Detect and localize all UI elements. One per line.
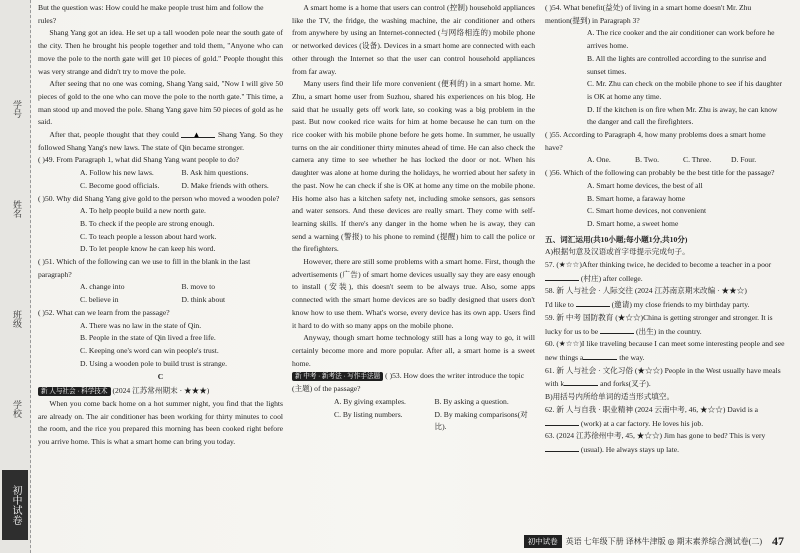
- footer-text: 英语 七年级下册 译林牛津版 ◎ 期末素养综合测试卷(二): [565, 537, 762, 546]
- options: [587, 154, 785, 167]
- section-c-heading: C: [157, 372, 164, 382]
- column-right: [545, 2, 785, 457]
- question-54: ( )54. What benefit(益处) of living in a smart home doesn't Mr. Zhu mention(提到) in Paragraph 3?: [545, 3, 752, 25]
- section-a-instruction: A)根据句意及汉语或首字母提示完成句子。: [545, 247, 690, 257]
- question-text: 57. (★☆☆)After thinking twice, he decided to become a teacher in a poor: [545, 260, 772, 270]
- question-text: 60. (★☆☆)I like traveling because I can meet some interesting people and see new things a: [545, 339, 785, 362]
- question-text: 59. 新 中考 国防教育 (★☆☆)China is getting stronger and stronger.: [545, 312, 760, 322]
- option[interactable]: D. Smart home, a sweet home: [587, 218, 679, 228]
- question-tag: 新 中考 · 新考法 · 写作手法题: [292, 372, 383, 381]
- question-52: ( )52. What can we learn from the passage?: [38, 307, 170, 317]
- paragraph: However, there are still some problems with a smart home. First, though the advertisements (广告) of smart home devices usually say they are easy enough to install (安装), this doesn't seem to be always true. Also, some apps connected with the smart home devices are so badly designed that users don't know how to use them. What's worse, every device has its own app. Users find it hard to do with so many apps on the mobile phone.: [292, 257, 535, 330]
- option[interactable]: B. People in the state of Qin lived a free life.: [80, 333, 216, 343]
- option[interactable]: D. think about: [181, 295, 226, 305]
- paragraph: Many users find their life more convenient (便利的) in a smart home. Mr. Zhu, a smart home user from Suzhou, shared his experiences on his blog. He said that he usually gets off work late, so cooking was a big problem in the past. But now cooked rice waits for him at home because he can turn on the rice cooker with his mobile phone before he gets home. In summer, he usually turns on the air conditioner thirty minutes ahead of time. He can also check the camera any time to see whether he has locked the door or not. When his daughter was alone at home during the holidays, he worried about her safety in the past. Now he can check if she is OK at home any time on the mobile phone. His home also has a kitchen safety net, including smoke sensors, gas sensors and water sensors. And these devices are really smart. They come with self-learning skills. If there's any danger in the home when he is away, they can send a warning (警报) to his phone to remind (提醒) him to call the police or the firefighters.: [292, 79, 535, 254]
- school-label: 学校: [12, 400, 22, 418]
- option[interactable]: B. By asking a question.: [434, 396, 509, 406]
- section-five-heading: 五、词汇运用(共10小题;每小题1分,共10分): [545, 234, 688, 244]
- option[interactable]: A. To help people build a new north gate.: [80, 206, 206, 216]
- options: [334, 409, 535, 434]
- question-text: and forks(叉子).: [600, 379, 651, 389]
- question-53-line: [292, 370, 535, 395]
- question-61: [545, 365, 785, 391]
- column-middle: [292, 2, 535, 434]
- paragraph: Shang Yang got an idea. He set up a tall wooden pole near the south gate of the city. Then he brought his people together and told them, "Anyone who can move the pole to the north gate will get 10 pieces of gold." People thought this was very strange and didn't try to move the pole.: [38, 28, 283, 76]
- option[interactable]: A. Smart home devices, the best of all: [587, 180, 703, 190]
- option[interactable]: C. Smart home devices, not convenient: [587, 206, 707, 216]
- option[interactable]: C. Three.: [683, 155, 712, 165]
- question-text: I'd like to: [545, 300, 574, 310]
- option[interactable]: D. If the kitchen is on fire when Mr. Zhu is away, he can know the danger and call the firefighters.: [587, 104, 778, 127]
- option[interactable]: C. believe in: [80, 295, 119, 305]
- column-left: [38, 2, 283, 449]
- question-text: (邀请) my close friends to my birthday party.: [611, 300, 750, 310]
- option[interactable]: B. move to: [181, 282, 216, 292]
- question-text: 63. (2024 江苏徐州中考, 45, ★☆☆) Jim has gone to bed? This is very: [545, 431, 766, 441]
- option[interactable]: C. Mr. Zhu can check on the mobile phone to see if his daughter is OK at home any time.: [587, 79, 783, 101]
- option[interactable]: D. By making comparisons(对比).: [434, 409, 528, 432]
- student-id-label: 学号: [12, 100, 22, 118]
- question-49: ( )49. From Paragraph 1, what did Shang Yang want people to do?: [38, 155, 239, 165]
- options: [80, 180, 283, 193]
- question-63: [545, 430, 785, 456]
- paragraph-text: Shang Yang. So they followed Shang Yang's new laws. The state of Qin became stronger.: [38, 130, 283, 152]
- option[interactable]: A. One.: [587, 155, 611, 165]
- question-57: [545, 259, 785, 285]
- question-text: (work) at a car factory. He loves his job.: [580, 418, 704, 428]
- answer-blank[interactable]: [600, 325, 634, 334]
- footer-brand: 初中试卷: [524, 535, 562, 548]
- paragraph: A smart home is a home that users can control (控制) household appliances like the TV, the fridge, the washing machine, the air conditioner and others from anywhere by using an Internet-connected (与网络相连的) mobile phone or networked devices (设备). Devices in a smart home are connected with each other through the Internet so that the user can control household appliances from far away.: [292, 3, 535, 76]
- option[interactable]: A. change into: [80, 282, 125, 292]
- question-58: [545, 285, 785, 311]
- answer-blank[interactable]: [545, 443, 579, 452]
- paragraph-with-blank: [38, 129, 283, 154]
- paragraph: When you come back home on a hot summer night, you find that the lights are already on. The air conditioner has been working for thirty minutes to cool the room, and the rice you prepared this morning has been cooked right before you arrive home. This is what a smart home can bring you today.: [38, 398, 283, 446]
- answer-blank[interactable]: ▲: [181, 129, 215, 138]
- option[interactable]: D. Using a wooden pole to build trust is strange.: [80, 358, 228, 368]
- options: [80, 167, 283, 180]
- options: [334, 396, 535, 409]
- section-b-instruction: B)用括号内所给单词的适当形式填空。: [545, 392, 675, 402]
- paragraph: After seeing that no one was coming, Shang Yang said, "Now I will give 50 pieces of gold to the one who can move the pole to the north gate." This time, a man stood up and moved the pole. Shang Yang gave him 50 pieces of gold as he said.: [38, 79, 283, 127]
- option[interactable]: B. Smart home, a faraway home: [587, 193, 686, 203]
- paragraph: Anyway, though smart home technology still has a long way to go, it will certainly become more and more popular. After all, a smart home is a sweet home.: [292, 333, 535, 368]
- option[interactable]: C. By listing numbers.: [334, 409, 403, 419]
- question-text: 62. 新 人与自我 · 职业精神 (2024 云南中考, 46, ★☆☆) David is a: [545, 404, 759, 414]
- options: [80, 294, 283, 307]
- question-text: It is lucky for us to be: [545, 312, 773, 336]
- option[interactable]: A. Follow his new laws.: [80, 168, 154, 178]
- options: [80, 281, 283, 294]
- question-53: ( )53. How does the writer introduce the topic (主题) of the passage?: [292, 371, 525, 394]
- option[interactable]: B. Two.: [635, 155, 660, 165]
- source-note: (2024 江苏常州期末 · ★★★): [112, 386, 210, 396]
- question-text: the way.: [619, 352, 645, 362]
- question-60: [545, 338, 785, 364]
- question-text: (出生) in the country.: [635, 326, 702, 336]
- option[interactable]: B. To check if the people are strong enough.: [80, 218, 215, 228]
- option[interactable]: C. Keeping one's word can win people's trust.: [80, 345, 219, 355]
- question-62: [545, 404, 785, 430]
- question-text: (usual). He always stays up late.: [580, 444, 679, 454]
- paragraph-text: After that, people thought that they could: [49, 130, 179, 140]
- option[interactable]: A. The rice cooker and the air conditioner can work before he arrives home.: [587, 28, 775, 51]
- page-footer: [524, 534, 784, 549]
- option[interactable]: D. To let people know he can keep his word.: [80, 244, 216, 254]
- question-56: ( )56. Which of the following can probably be the best title for the passage?: [545, 168, 775, 178]
- exam-logo: 初中试卷: [2, 470, 28, 540]
- question-55: ( )55. According to Paragraph 4, how many problems does a smart home have?: [545, 130, 766, 152]
- option[interactable]: D. Four.: [731, 155, 757, 165]
- page-number: 47: [772, 534, 784, 548]
- option[interactable]: B. Ask him questions.: [181, 168, 249, 178]
- option[interactable]: C. To teach people a lesson about hard work.: [80, 231, 217, 241]
- binding-margin: [0, 0, 31, 553]
- question-text: 58. 新 人与社会 · 人际交往 (2024 江苏南京期末改编 · ★★☆): [545, 286, 747, 296]
- answer-blank[interactable]: [545, 272, 579, 281]
- option[interactable]: A. By giving examples.: [334, 396, 406, 406]
- passage-tag-line: [38, 385, 283, 398]
- question-50: ( )50. Why did Shang Yang give gold to the person who moved a wooden pole?: [38, 193, 280, 203]
- option[interactable]: D. Make friends with others.: [181, 180, 269, 190]
- question-51: ( )51. Which of the following can we use to fill in the blank in the last paragraph?: [38, 257, 251, 279]
- paragraph: But the question was: How could he make people trust him and follow the rules?: [38, 3, 264, 25]
- question-text: 61. 新 人与社会 · 文化习俗 (★☆☆) People in the West usually have meals with k: [545, 365, 781, 389]
- question-59: [545, 312, 785, 338]
- class-label: 班级: [12, 310, 22, 328]
- answer-blank[interactable]: [576, 298, 610, 307]
- answer-blank[interactable]: [583, 351, 617, 360]
- topic-tag: 新 人与社会 · 科学技术: [38, 387, 111, 396]
- option[interactable]: B. All the lights are controlled according to the sunrise and sunset times.: [587, 53, 767, 76]
- answer-blank[interactable]: [564, 377, 598, 386]
- option[interactable]: C. Become good officials.: [80, 180, 160, 190]
- answer-blank[interactable]: [545, 417, 579, 426]
- option[interactable]: A. There was no law in the state of Qin.: [80, 320, 202, 330]
- question-text: (村庄) after college.: [580, 273, 643, 283]
- name-label: 姓名: [12, 200, 22, 218]
